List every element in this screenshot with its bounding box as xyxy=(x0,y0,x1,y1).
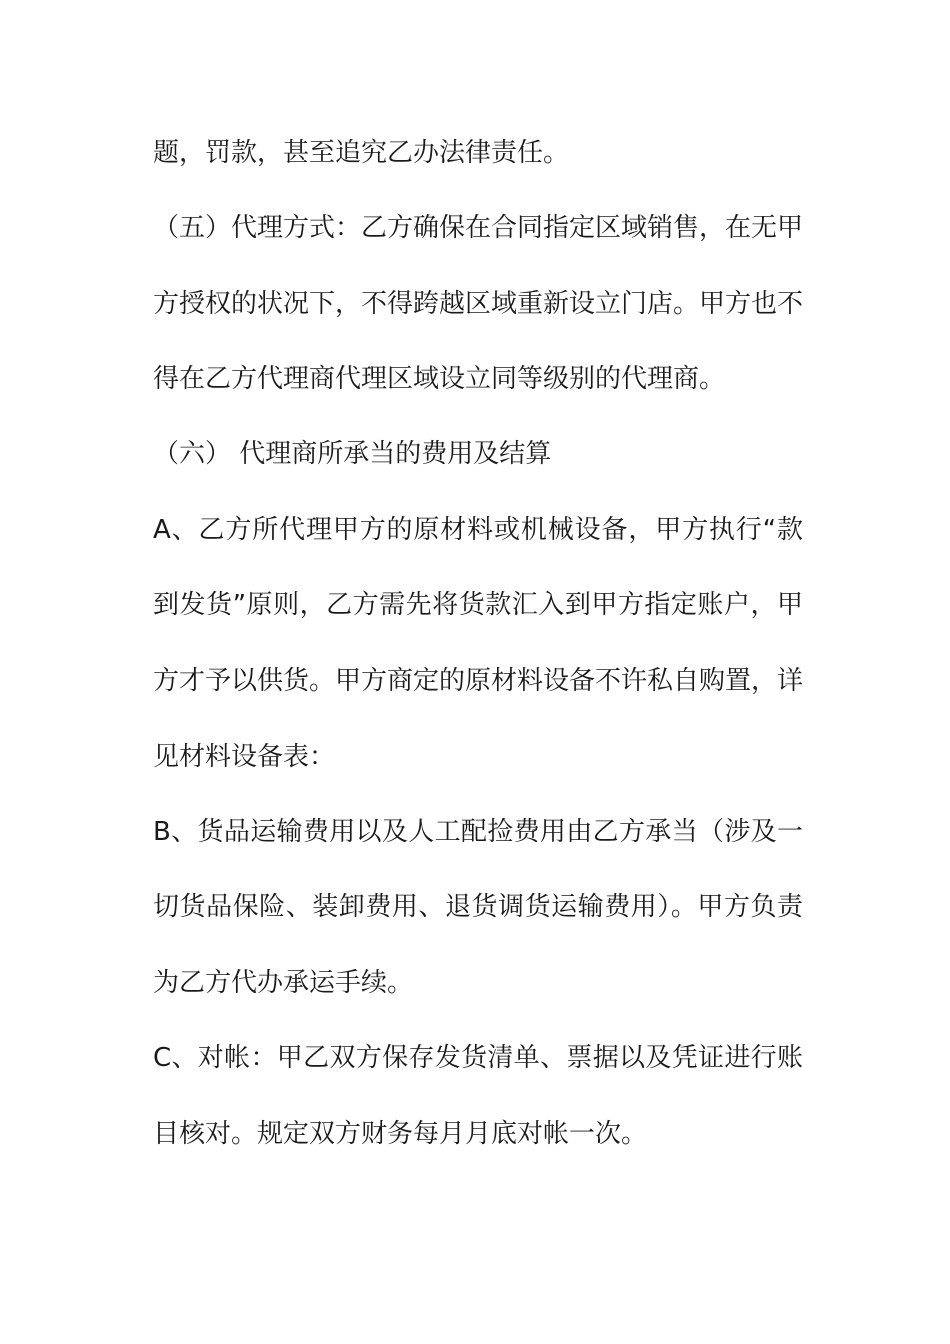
item-b-line-2: 切货品保险、装卸费用、退货调货运输费用）。甲方负责 xyxy=(153,892,803,922)
item-a-line-3: 方才予以供货。甲方商定的原材料设备不许私自购置，详 xyxy=(153,666,804,696)
item-a-line-2: 到发货”原则，乙方需先将货款汇入到甲方指定账户，甲 xyxy=(153,590,803,620)
section-6-heading: （六） 代理商所承当的费用及结算 xyxy=(153,439,552,469)
item-c-line-1: C、对帐：甲乙双方保存发货清单、票据以及凭证进行账 xyxy=(153,1043,803,1073)
text-line-4: 得在乙方代理商代理区域设立同等级别的代理商。 xyxy=(153,364,726,394)
item-b-line-3: 为乙方代办承运手续。 xyxy=(153,968,414,998)
item-b-line-1: B、货品运输费用以及人工配捡费用由乙方承当（涉及一 xyxy=(153,817,803,847)
item-a-line-4: 见材料设备表： xyxy=(153,742,336,772)
item-a-line-1: A、乙方所代理甲方的原材料或机械设备，甲方执行“款 xyxy=(153,515,803,545)
text-line-1: 题，罚款，甚至追究乙办法律责任。 xyxy=(153,138,570,168)
text-line-3: 方授权的状况下，不得跨越区域重新设立门店。甲方也不 xyxy=(153,289,804,319)
section-5-heading-line: （五）代理方式：乙方确保在合同指定区域销售，在无甲 xyxy=(153,213,804,243)
item-c-line-2: 目核对。规定双方财务每月月底对帐一次。 xyxy=(153,1119,648,1149)
